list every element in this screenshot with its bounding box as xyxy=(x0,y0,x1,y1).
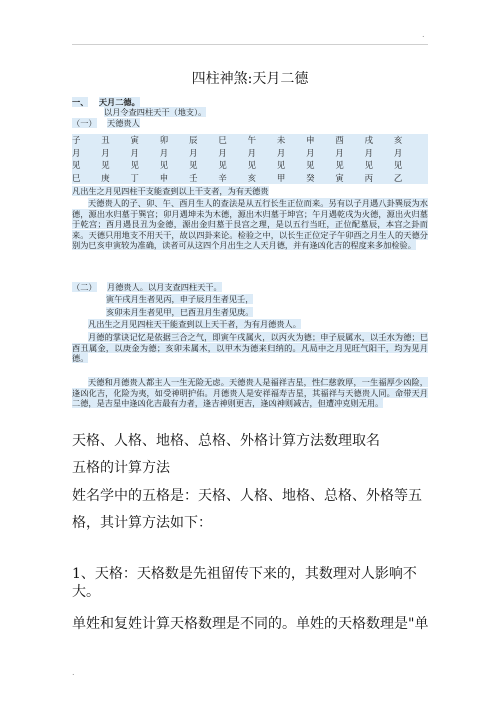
wuge-item-1: 1、天格：天格数是先祖留传下来的，其数理对人影响不大。 xyxy=(72,566,417,600)
page-title: 四柱神煞:天月二德 xyxy=(191,71,309,87)
table-cell: 亥 xyxy=(393,135,403,145)
table-cell: 月 xyxy=(218,147,227,158)
section-1-intro: 以月令查四柱天干（地支）。 xyxy=(104,107,207,118)
section-1-num: 一、 xyxy=(72,97,89,107)
table-cell: 见 xyxy=(247,160,256,170)
table-cell: 月 xyxy=(101,147,110,158)
sub-1-label: 天德贵人 xyxy=(107,117,140,128)
table-cell: 月 xyxy=(130,147,139,158)
tiande-rule-text: 凡出生之月见四柱干支能查到以上干支者，为有天德贵 xyxy=(72,186,269,196)
table-cell: 酉 xyxy=(335,135,344,145)
table-cell: 月 xyxy=(72,147,81,158)
header-rule xyxy=(72,44,428,45)
table-row-month xyxy=(72,147,428,160)
table-cell: 卯 xyxy=(159,135,169,145)
table-cell: 戌 xyxy=(364,135,374,145)
section-1 xyxy=(72,97,428,128)
table-cell: 甲 xyxy=(276,172,286,183)
table-cell: 见 xyxy=(276,160,286,170)
table-cell: 丙 xyxy=(364,172,374,183)
table-cell: 见 xyxy=(72,160,81,170)
table-cell: 月 xyxy=(276,147,286,158)
table-cell: 见 xyxy=(218,160,227,170)
yuede-paragraph xyxy=(72,332,428,364)
summary-paragraph-text: 天德和月德贵人都主人一生无险无虑。天德贵人是福祥吉星，性仁慈敦厚，一生福厚少凶险，逢凶化吉，化险为夷，如受神明护佑。月德贵人是安祥福寿吉星，其福祥与天德贵人同。命带天月二德，是吉星中逢凶化吉最有力者，逢吉神则更吉，逢凶神则减吉，但遭冲克则无用。 xyxy=(72,377,428,409)
table-cell: 月 xyxy=(189,147,198,158)
footer-mark: . xyxy=(72,668,75,677)
yuede-rule-a: 寅午戌月生者见丙，申子辰月生者见壬， xyxy=(106,294,254,305)
table-cell: 巳 xyxy=(218,135,227,145)
table-cell: 见 xyxy=(189,160,198,170)
wuge-subheading: 五格的计算方法 xyxy=(72,460,170,476)
table-cell: 见 xyxy=(335,160,344,170)
table-cell: 癸 xyxy=(306,172,315,183)
table-cell: 寅 xyxy=(130,135,139,145)
table-cell: 申 xyxy=(159,172,169,183)
table-cell: 未 xyxy=(276,135,286,145)
table-cell: 亥 xyxy=(247,172,256,183)
table-cell: 丁 xyxy=(130,172,139,183)
yuede-paragraph-text: 月德的掌诀记忆是依据三合之气，即寅午戌属火，以丙火为德；申子辰属水，以壬水为德；巳酉丑属金，以庚金为德；亥卯未属木，以甲木为德来归纳的。凡局中之月见旺气阳干，均为见月德。 xyxy=(72,332,428,364)
wuge-intro-line-1: 姓名学中的五格是：天格、人格、地格、总格、外格等五 xyxy=(72,488,422,504)
table-cell: 乙 xyxy=(393,172,403,183)
table-row-branches xyxy=(72,134,428,147)
summary-paragraph xyxy=(72,377,428,409)
table-cell: 月 xyxy=(247,147,256,158)
table-cell: 见 xyxy=(130,160,139,170)
table-cell: 辰 xyxy=(189,135,198,145)
section-yuede xyxy=(72,282,428,329)
table-row-stems xyxy=(72,172,428,185)
table-cell: 见 xyxy=(393,160,403,170)
wuge-heading: 天格、人格、地格、总格、外格计算方法数理取名 xyxy=(72,433,380,449)
table-cell: 申 xyxy=(306,135,315,145)
table-cell: 见 xyxy=(364,160,374,170)
table-cell: 丑 xyxy=(101,135,110,145)
tiande-table xyxy=(72,134,428,184)
table-cell: 巳 xyxy=(72,172,81,183)
table-cell: 庚 xyxy=(101,172,110,183)
yuede-rule-c: 凡出生之月见四柱天干能查到以上天干者，为有月德贵人。 xyxy=(88,318,301,329)
table-cell: 月 xyxy=(364,147,374,158)
table-row-see xyxy=(72,159,428,172)
sub-2-label: 月德贵人。以月支查四柱天干。 xyxy=(107,282,222,292)
wuge-intro-line-2: 格，其计算方法如下： xyxy=(72,515,212,531)
sub-2-num: （二） xyxy=(72,282,97,292)
sub-1-num: （一） xyxy=(72,117,97,128)
table-cell: 月 xyxy=(159,147,169,158)
table-cell: 见 xyxy=(159,160,169,170)
section-1-label: 天月二德。 xyxy=(98,97,140,107)
table-cell: 寅 xyxy=(335,172,344,183)
table-cell: 见 xyxy=(306,160,315,170)
table-cell: 壬 xyxy=(189,172,198,183)
tiande-paragraph xyxy=(72,198,428,251)
table-cell: 子 xyxy=(72,135,81,145)
table-cell: 月 xyxy=(335,147,344,158)
table-cell: 辛 xyxy=(218,172,227,183)
yuede-rule-b: 亥卯未月生者见甲，巳酉丑月生者见庚。 xyxy=(106,306,254,317)
table-cell: 月 xyxy=(393,147,403,158)
table-cell: 午 xyxy=(247,135,256,145)
table-cell: 月 xyxy=(306,147,315,158)
table-cell: 见 xyxy=(101,160,110,170)
tiande-rule xyxy=(72,186,428,196)
wuge-item-2: 单姓和复姓计算天格数理是不同的。单姓的天格数理是"单 xyxy=(72,616,429,632)
header-mark: . xyxy=(422,30,425,39)
tiande-paragraph-text: 天德贵人的子、卯、午、酉月生人的查法是从五行长生正位而来。另有以子月遇八卦巽辰为水德，源出水归墓于巽宫；卯月遇坤未为木德，源出木归墓于坤宫；午月遇乾戌为火德，源出火归墓于乾宫；酉月遇艮丑为金德，源出金归墓于艮宫之理，是以五行当旺，正位配墓辰，本宫之卦而来。天德只用地支不用天干，故以四卦来论。检验之中，以长生正位定子午卯酉之月生人的天德分别为巳亥申寅较为准确，读者可从这四个月出生之人天月德，并有逢凶化吉的程度来多加检验。 xyxy=(72,198,428,251)
